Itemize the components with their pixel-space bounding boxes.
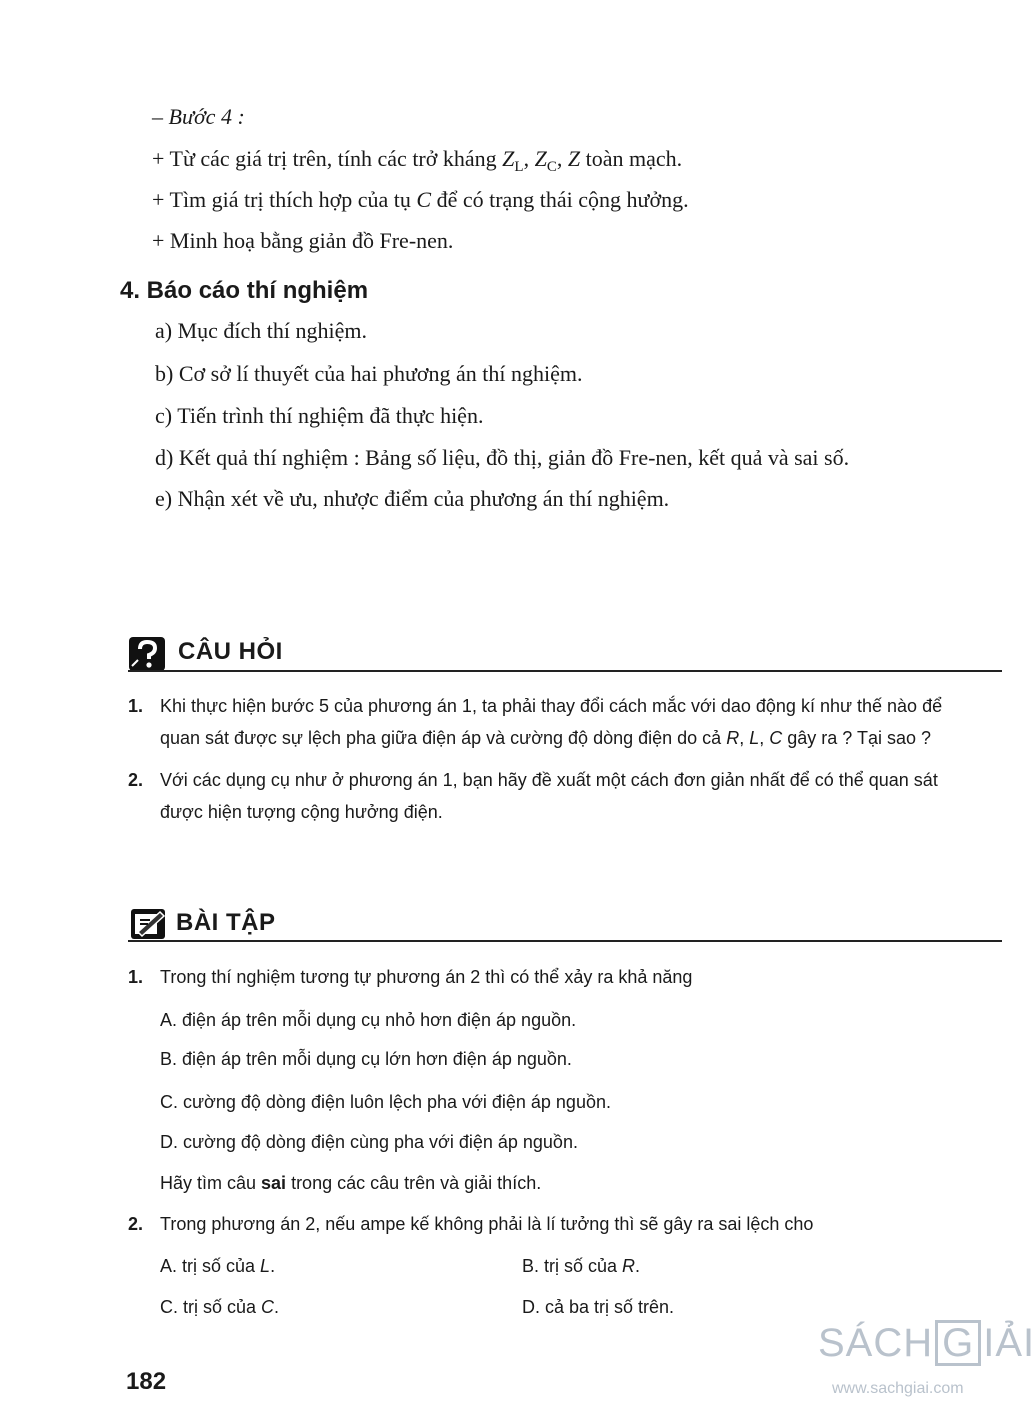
capacitor-symbol: C [416, 187, 432, 212]
exercise-2-option-a [160, 1256, 275, 1277]
question-1-line2 [160, 728, 931, 749]
separator: , [759, 728, 770, 748]
separator: , [739, 728, 750, 748]
exercise-1-stem: Trong thí nghiệm tương tự phương án 2 thì có thể xảy ra khả năng [160, 967, 693, 987]
inductor-symbol: L [749, 728, 760, 748]
resistor-symbol: R [726, 728, 740, 748]
exercises-title: BÀI TẬP [176, 909, 276, 936]
option-variable: R [622, 1256, 636, 1276]
report-item-d: d) Kết quả thí nghiệm : Bảng số liệu, đồ thị, giản đồ Fre-nen, kết quả và sai số. [155, 445, 850, 470]
report-item-a: a) Mục đích thí nghiệm. [155, 318, 368, 343]
exercise-1-option-a: A. điện áp trên mỗi dụng cụ nhỏ hơn điện áp nguồn. [160, 1010, 577, 1030]
report-item-e: e) Nhận xét về ưu, nhược điểm của phương án thí nghiệm. [155, 486, 670, 511]
report-item-c: c) Tiến trình thí nghiệm đã thực hiện. [155, 403, 484, 428]
questions-title: CÂU HỎI [178, 638, 283, 665]
question-2-line2: được hiện tượng cộng hưởng điện. [160, 802, 443, 822]
question-1-line1: Khi thực hiện bước 5 của phương án 1, ta phải thay đổi cách mắc với dao động kí như thế nào để [160, 696, 943, 716]
exercises-divider [128, 940, 1002, 942]
exercise-1-option-b: B. điện áp trên mỗi dụng cụ lớn hơn điện áp nguồn. [160, 1049, 572, 1069]
zl-symbol: Z [502, 146, 515, 171]
step4-label: – Bước 4 : [152, 104, 245, 129]
question-1-number: 1. [128, 696, 144, 716]
question-2-number: 2. [128, 770, 144, 790]
pencil-hand-icon [130, 906, 168, 942]
report-item-b: b) Cơ sở lí thuyết của hai phương án thí nghiệm. [155, 361, 583, 386]
instruction-end: trong các câu trên và giải thích. [286, 1173, 542, 1193]
instruction-text: Hãy tìm câu [160, 1173, 262, 1193]
exercise-2-option-c [160, 1297, 279, 1318]
step4-line2-end: để có trạng thái cộng hưởng. [431, 187, 689, 212]
option-text: C. trị số của [160, 1297, 262, 1317]
question-1-text: quan sát được sự lệch pha giữa điện áp và cường độ dòng điện do cả [160, 728, 727, 748]
option-end: . [635, 1256, 641, 1276]
option-variable: L [260, 1256, 271, 1276]
option-end: . [270, 1256, 276, 1276]
option-end: . [274, 1297, 280, 1317]
z-symbol: Z [567, 146, 581, 171]
logo-g-box: G [935, 1320, 981, 1366]
exercise-1-option-c: C. cường độ dòng điện luôn lệch pha với điện áp nguồn. [160, 1092, 611, 1112]
question-1-end: gây ra ? Tại sao ? [782, 728, 931, 748]
question-mark-icon [128, 636, 166, 672]
exercise-2-option-d: D. cả ba trị số trên. [522, 1297, 675, 1317]
exercise-1-number: 1. [128, 967, 144, 987]
sachgiai-logo [818, 1320, 1035, 1366]
watermark-url: www.sachgiai.com [832, 1380, 964, 1397]
exercise-2-number: 2. [128, 1214, 144, 1234]
logo-text-b: IẢI [983, 1321, 1035, 1365]
exercise-2-option-b [522, 1256, 640, 1277]
step4-line1 [152, 146, 682, 176]
page-number: 182 [126, 1368, 167, 1395]
step4-line3: + Minh hoạ bằng giản đồ Fre-nen. [152, 228, 454, 253]
question-2-line1: Với các dụng cụ như ở phương án 1, bạn hãy đề xuất một cách đơn giản nhất để có thể quan sát [160, 770, 938, 790]
questions-divider [128, 670, 1002, 672]
exercise-2-stem: Trong phương án 2, nếu ampe kế không phải là lí tưởng thì sẽ gây ra sai lệch cho [160, 1214, 814, 1234]
capacitor-symbol: C [769, 728, 783, 748]
option-text: B. trị số của [522, 1256, 623, 1276]
exercise-1-instruction [160, 1173, 541, 1194]
instruction-emphasis: sai [261, 1173, 287, 1193]
zc-symbol: Z [534, 146, 547, 171]
step4-line2 [152, 187, 689, 213]
step4-line1-text: + Từ các giá trị trên, tính các trở kháng [152, 146, 503, 171]
option-variable: C [261, 1297, 275, 1317]
report-heading: 4. Báo cáo thí nghiệm [120, 277, 369, 304]
step4-line2-text: + Tìm giá trị thích hợp của tụ [152, 187, 417, 212]
option-text: A. trị số của [160, 1256, 261, 1276]
zc-subscript: C [546, 159, 557, 175]
separator: , [556, 146, 568, 171]
step4-line1-end: toàn mạch. [580, 146, 683, 171]
separator: , [523, 146, 535, 171]
zl-subscript: L [514, 159, 524, 175]
exercise-1-option-d: D. cường độ dòng điện cùng pha với điện áp nguồn. [160, 1132, 578, 1152]
logo-text-a: SÁCH [818, 1321, 934, 1365]
